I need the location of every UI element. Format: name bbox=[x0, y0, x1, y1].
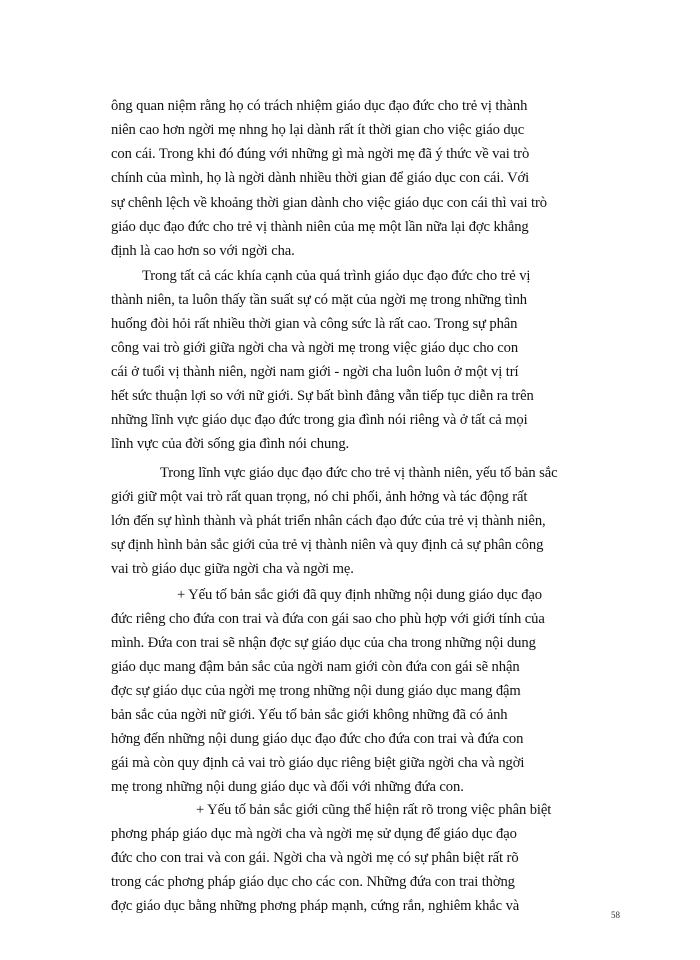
text-line: lĩnh vực của đời sống gia đình nói chung. bbox=[111, 436, 350, 452]
text-line: những lĩnh vực giáo dục đạo đức trong gia đình nói riêng và ở tất cả mọi bbox=[111, 412, 528, 428]
text-line: đợc sự giáo dục của ngời mẹ trong những nội dung giáo dục mang đậm bbox=[111, 683, 521, 699]
text-line: hởng đến những nội dung giáo dục đạo đức cho đứa con trai và đứa con bbox=[111, 731, 524, 747]
page-number: 58 bbox=[611, 910, 620, 920]
text-line: sự định hình bản sắc giới của trẻ vị thành niên và quy định cả sự phân công bbox=[111, 537, 544, 553]
text-line: chính của mình, họ là ngời dành nhiều thời gian để giáo dục con cái. Với bbox=[111, 170, 530, 186]
text-line: giáo dục đạo đức cho trẻ vị thành niên của mẹ một lần nữa lại đợc khẳng bbox=[111, 219, 529, 235]
text-line: thành niên, ta luôn thấy tần suất sự có mặt của ngời mẹ trong những tình bbox=[111, 292, 527, 308]
text-line: hết sức thuận lợi so với nữ giới. Sự bất bình đẳng vẫn tiếp tục diễn ra trên bbox=[111, 388, 534, 404]
text-line: giáo dục mang đậm bản sắc của ngời nam giới còn đứa con gái sẽ nhận bbox=[111, 659, 520, 675]
text-line: mình. Đứa con trai sẽ nhận đợc sự giáo dục của cha trong những nội dung bbox=[111, 635, 536, 651]
text-line: định là cao hơn so với ngời cha. bbox=[111, 243, 295, 259]
text-line: công vai trò giới giữa ngời cha và ngời mẹ trong việc giáo dục cho con bbox=[111, 340, 519, 356]
text-line: niên cao hơn ngời mẹ nhng họ lại dành rất ít thời gian cho việc giáo dục bbox=[111, 122, 525, 138]
text-line: ông quan niệm rằng họ có trách nhiệm giáo dục đạo đức cho trẻ vị thành bbox=[111, 98, 528, 114]
text-line: lớn đến sự hình thành và phát triển nhân cách đạo đức của trẻ vị thành niên, bbox=[111, 513, 546, 529]
text-line: đức cho con trai và con gái. Ngời cha và ngời mẹ có sự phân biệt rất rõ bbox=[111, 850, 519, 866]
paragraph-first-line: + Yếu tố bản sắc giới cũng thể hiện rất rõ trong việc phân biệt bbox=[196, 802, 552, 818]
text-line: gái mà còn quy định cả vai trò giáo dục riêng biệt giữa ngời cha và ngời bbox=[111, 755, 525, 771]
text-line: bản sắc của ngời nữ giới. Yếu tố bản sắc giới không những đã có ảnh bbox=[111, 707, 508, 723]
text-line: vai trò giáo dục giữa ngời cha và ngời mẹ. bbox=[111, 561, 354, 577]
text-line: đợc giáo dục bằng những phơng pháp mạnh, cứng rắn, nghiêm khắc và bbox=[111, 898, 520, 914]
text-line: mẹ trong những nội dung giáo dục và đối với những đứa con. bbox=[111, 779, 464, 795]
paragraph-first-line: Trong lĩnh vực giáo dục đạo đức cho trẻ vị thành niên, yếu tố bản sắc bbox=[160, 465, 558, 481]
paragraph-first-line: + Yếu tố bản sắc giới đã quy định những nội dung giáo dục đạo bbox=[177, 587, 542, 603]
text-line: sự chênh lệch về khoảng thời gian dành cho việc giáo dục con cái thì vai trò bbox=[111, 195, 547, 211]
text-line: giới giữ một vai trò rất quan trọng, nó chi phối, ảnh hởng và tác động rất bbox=[111, 489, 528, 505]
text-line: con cái. Trong khi đó đúng với những gì mà ngời mẹ đã ý thức về vai trò bbox=[111, 146, 530, 162]
text-line: phơng pháp giáo dục mà ngời cha và ngời mẹ sử dụng để giáo dục đạo bbox=[111, 826, 517, 842]
paragraph-first-line: Trong tất cả các khía cạnh của quá trình giáo dục đạo đức cho trẻ vị bbox=[142, 268, 531, 284]
text-line: đức riêng cho đứa con trai và đứa con gái sao cho phù hợp với giới tính của bbox=[111, 611, 545, 627]
text-line: cái ở tuổi vị thành niên, ngời nam giới - ngời cha luôn luôn ở một vị trí bbox=[111, 364, 519, 380]
text-line: trong các phơng pháp giáo dục cho các con. Những đứa con trai thờng bbox=[111, 874, 515, 890]
text-line: huống đòi hỏi rất nhiều thời gian và công sức là rất cao. Trong sự phân bbox=[111, 316, 518, 332]
